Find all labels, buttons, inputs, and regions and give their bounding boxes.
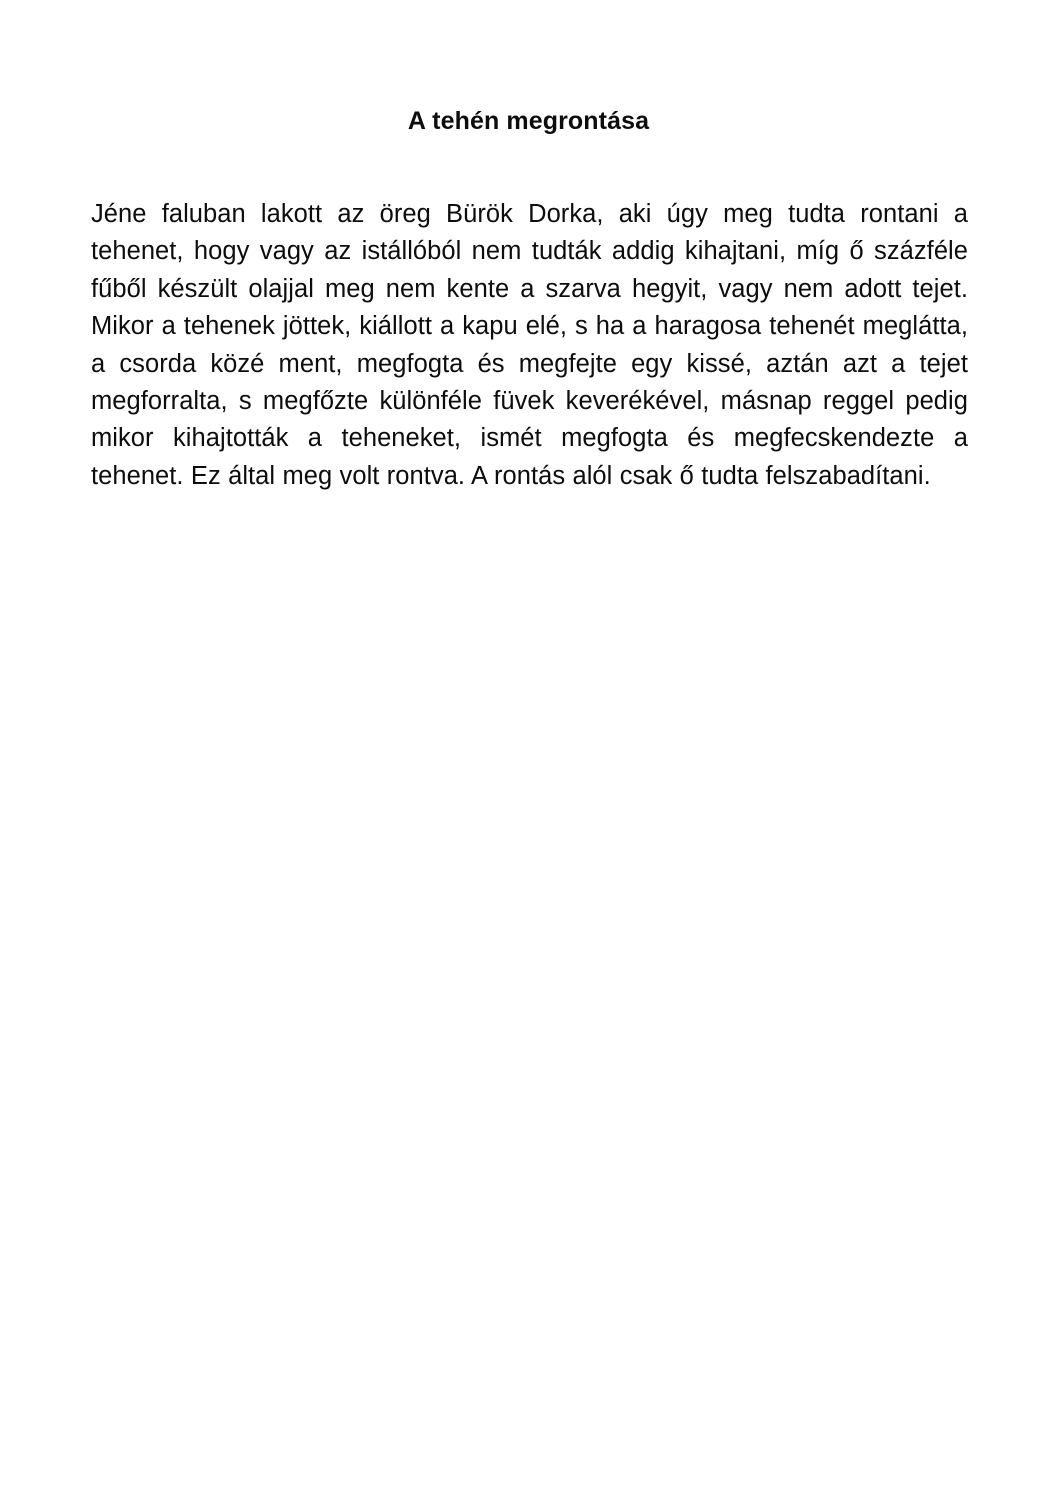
document-body bbox=[91, 196, 968, 495]
page-title: A tehén megrontása bbox=[407, 106, 650, 135]
body-paragraph: Jéne faluban lakott az öreg Bürök Dorka, aki úgy meg tudta rontani a tehenet, hogy vagy az istállóból nem tudták addig kihajtani, míg ő százféle fűből készült olajjal meg nem kente a szarva hegyit, vagy nem adott tejet. Mikor a tehenek jöttek, kiállott a kapu elé, s ha a haragosa tehenét meglátta, a csorda közé ment, megfogta és megfejte egy kissé, aztán azt a tejet megforralta, s megfőzte különféle füvek keverékével, másnap reggel pedig mikor kihajtották a teheneket, ismét megfogta és megfecskendezte a tehenet. Ez által meg volt rontva. A rontás alól csak ő tudta felszabadítani. bbox=[91, 200, 968, 490]
